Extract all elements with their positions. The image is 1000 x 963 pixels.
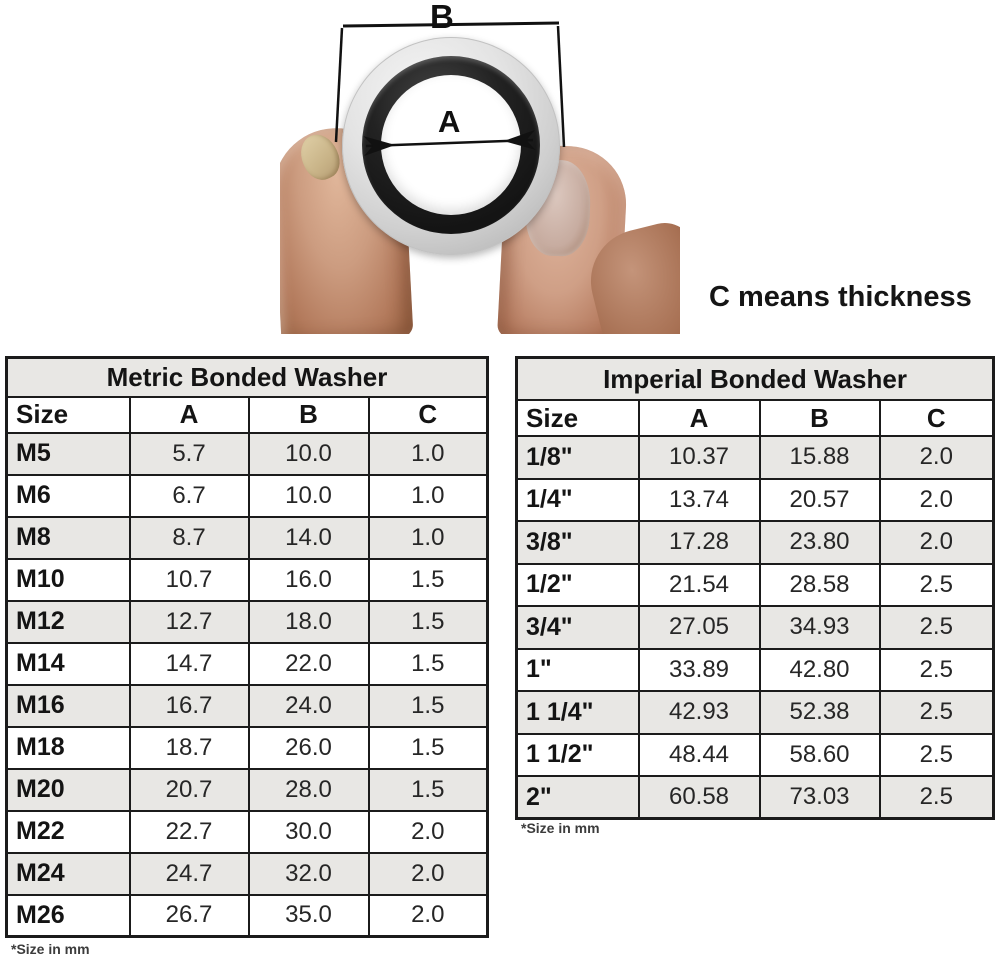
- size-cell: M5: [7, 433, 130, 475]
- value-cell: 26.0: [249, 727, 369, 769]
- value-cell: 1.0: [369, 433, 488, 475]
- value-cell: 6.7: [130, 475, 249, 517]
- value-cell: 20.7: [130, 769, 249, 811]
- size-cell: 1": [517, 649, 639, 692]
- size-cell: 1/4": [517, 479, 639, 522]
- table-row: [7, 475, 488, 517]
- value-cell: 2.5: [880, 649, 994, 692]
- value-cell: 30.0: [249, 811, 369, 853]
- table-row: [517, 691, 994, 734]
- inner-diameter-label: A: [438, 104, 461, 139]
- value-cell: 2.5: [880, 564, 994, 607]
- column-header: A: [130, 397, 249, 433]
- value-cell: 24.7: [130, 853, 249, 895]
- value-cell: 10.0: [249, 475, 369, 517]
- column-header: B: [760, 400, 880, 436]
- value-cell: 32.0: [249, 853, 369, 895]
- table-row: [7, 601, 488, 643]
- value-cell: 1.0: [369, 475, 488, 517]
- table-row: [517, 521, 994, 564]
- value-cell: 18.7: [130, 727, 249, 769]
- value-cell: 1.5: [369, 685, 488, 727]
- value-cell: 52.38: [760, 691, 880, 734]
- metric-footnote: *Size in mm: [11, 941, 90, 957]
- value-cell: 14.0: [249, 517, 369, 559]
- value-cell: 2.0: [369, 811, 488, 853]
- value-cell: 35.0: [249, 895, 369, 937]
- outer-diameter-label: B: [430, 0, 454, 35]
- size-cell: M8: [7, 517, 130, 559]
- value-cell: 73.03: [760, 776, 880, 819]
- size-cell: M10: [7, 559, 130, 601]
- value-cell: 22.7: [130, 811, 249, 853]
- table-title: Imperial Bonded Washer: [517, 358, 994, 401]
- value-cell: 1.5: [369, 769, 488, 811]
- value-cell: 2.0: [880, 479, 994, 522]
- table-row: [517, 776, 994, 819]
- table-title-row: [517, 358, 994, 401]
- value-cell: 1.5: [369, 727, 488, 769]
- washer-photo: [280, 0, 680, 334]
- size-cell: 2": [517, 776, 639, 819]
- column-header: Size: [517, 400, 639, 436]
- value-cell: 1.5: [369, 559, 488, 601]
- table-row: [7, 811, 488, 853]
- value-cell: 10.7: [130, 559, 249, 601]
- value-cell: 13.74: [639, 479, 760, 522]
- column-header: C: [369, 397, 488, 433]
- b-extension-right: [558, 26, 564, 147]
- size-cell: 1/8": [517, 436, 639, 479]
- value-cell: 26.7: [130, 895, 249, 937]
- table-row: [7, 517, 488, 559]
- size-cell: M24: [7, 853, 130, 895]
- column-header: B: [249, 397, 369, 433]
- table-row: [517, 479, 994, 522]
- value-cell: 12.7: [130, 601, 249, 643]
- table-row: [517, 649, 994, 692]
- table-title-row: [7, 358, 488, 397]
- value-cell: 33.89: [639, 649, 760, 692]
- table-row: [7, 895, 488, 937]
- value-cell: 1.0: [369, 517, 488, 559]
- table-header-row: [517, 400, 994, 436]
- column-header: C: [880, 400, 994, 436]
- value-cell: 14.7: [130, 643, 249, 685]
- value-cell: 28.58: [760, 564, 880, 607]
- column-header: Size: [7, 397, 130, 433]
- value-cell: 22.0: [249, 643, 369, 685]
- size-cell: 1 1/4": [517, 691, 639, 734]
- table-row: [7, 643, 488, 685]
- imperial-washer-table: [515, 356, 995, 820]
- table-row: [7, 769, 488, 811]
- value-cell: 2.0: [369, 895, 488, 937]
- size-cell: M14: [7, 643, 130, 685]
- size-cell: M20: [7, 769, 130, 811]
- value-cell: 2.5: [880, 691, 994, 734]
- value-cell: 48.44: [639, 734, 760, 777]
- value-cell: 16.0: [249, 559, 369, 601]
- size-cell: M26: [7, 895, 130, 937]
- value-cell: 27.05: [639, 606, 760, 649]
- value-cell: 28.0: [249, 769, 369, 811]
- size-cell: 3/8": [517, 521, 639, 564]
- size-cell: 1 1/2": [517, 734, 639, 777]
- value-cell: 18.0: [249, 601, 369, 643]
- value-cell: 42.93: [639, 691, 760, 734]
- metric-washer-table: [5, 356, 489, 938]
- value-cell: 17.28: [639, 521, 760, 564]
- table-row: [517, 606, 994, 649]
- b-extension-left: [336, 28, 342, 142]
- value-cell: 2.0: [880, 521, 994, 564]
- size-cell: 3/4": [517, 606, 639, 649]
- value-cell: 21.54: [639, 564, 760, 607]
- table-row: [7, 685, 488, 727]
- value-cell: 2.5: [880, 606, 994, 649]
- size-cell: 1/2": [517, 564, 639, 607]
- value-cell: 2.0: [880, 436, 994, 479]
- value-cell: 1.5: [369, 601, 488, 643]
- table-row: [7, 727, 488, 769]
- size-cell: M12: [7, 601, 130, 643]
- size-cell: M6: [7, 475, 130, 517]
- value-cell: 1.5: [369, 643, 488, 685]
- imperial-footnote: *Size in mm: [521, 820, 600, 836]
- table-row: [7, 559, 488, 601]
- value-cell: 20.57: [760, 479, 880, 522]
- table-row: [7, 853, 488, 895]
- value-cell: 23.80: [760, 521, 880, 564]
- value-cell: 2.5: [880, 734, 994, 777]
- dimension-lines: [280, 0, 680, 334]
- value-cell: 5.7: [130, 433, 249, 475]
- value-cell: 16.7: [130, 685, 249, 727]
- a-dimension-arrow: [366, 140, 533, 146]
- table-row: [517, 734, 994, 777]
- thickness-note: C means thickness: [709, 281, 972, 313]
- size-cell: M16: [7, 685, 130, 727]
- table-row: [517, 436, 994, 479]
- table-row: [7, 433, 488, 475]
- value-cell: 34.93: [760, 606, 880, 649]
- value-cell: 8.7: [130, 517, 249, 559]
- value-cell: 15.88: [760, 436, 880, 479]
- value-cell: 60.58: [639, 776, 760, 819]
- table-header-row: [7, 397, 488, 433]
- value-cell: 10.0: [249, 433, 369, 475]
- value-cell: 2.0: [369, 853, 488, 895]
- column-header: A: [639, 400, 760, 436]
- value-cell: 2.5: [880, 776, 994, 819]
- table-title: Metric Bonded Washer: [7, 358, 488, 397]
- table-row: [517, 564, 994, 607]
- size-cell: M22: [7, 811, 130, 853]
- value-cell: 24.0: [249, 685, 369, 727]
- value-cell: 10.37: [639, 436, 760, 479]
- size-cell: M18: [7, 727, 130, 769]
- value-cell: 58.60: [760, 734, 880, 777]
- value-cell: 42.80: [760, 649, 880, 692]
